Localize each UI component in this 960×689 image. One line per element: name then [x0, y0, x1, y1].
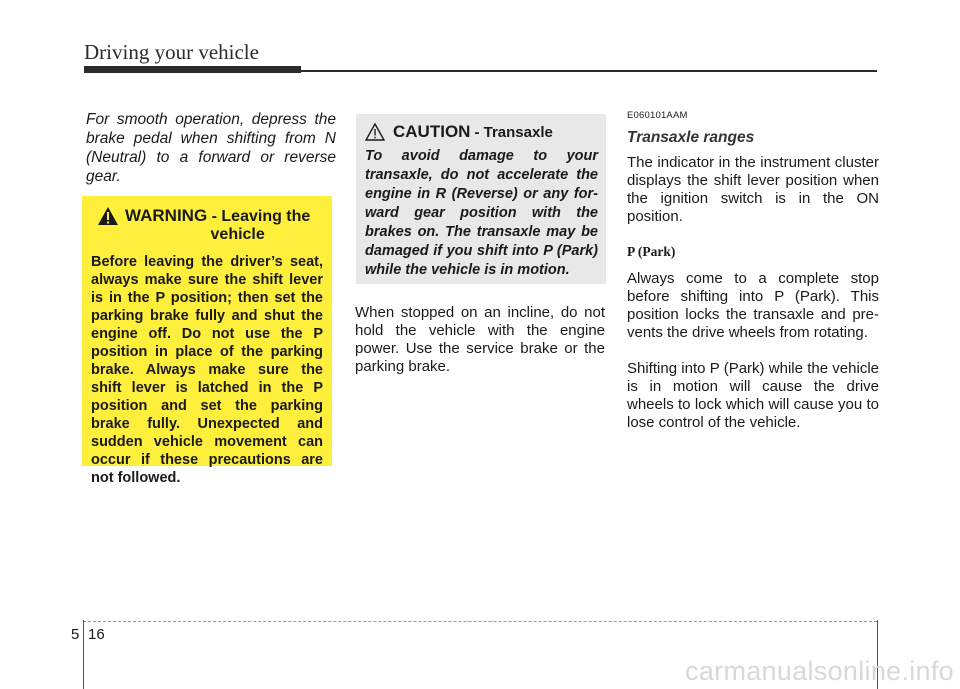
section-code: E060101AAM: [627, 110, 688, 121]
page-number: 16: [88, 626, 105, 643]
intro-paragraph: For smooth operation, depress the brake pedal when shifting from N (Neutral) to a forward or reverse gear.: [86, 111, 336, 185]
caution-heading: [365, 122, 598, 142]
warning-word: WARNING: [125, 206, 208, 225]
caution-box: [356, 114, 606, 284]
header-rule-thick: [84, 66, 301, 73]
warning-heading: [97, 206, 323, 244]
incline-paragraph: When stopped on an incline, do not hold the vehicle with the engine power. Use the service brake or the parking brake.: [355, 304, 605, 375]
warning-body: Before leaving the driver’s seat, always make sure the shift lever is in the P position; then set the parking brake fully and shut the engine off. Do not use the P position in place of the parking brake. Always make sure the shift lever is latched in the P position and set the parking brake fully. Unexpected and sudden vehicle movement can occur if these precautions are not followed.: [91, 254, 323, 486]
warning-subject-line1: - Leaving the: [211, 208, 311, 225]
warning-triangle-icon: [97, 206, 119, 226]
footer-left-rule: [83, 620, 84, 689]
watermark: carmanualsonline.info: [685, 656, 954, 686]
caution-word: CAUTION: [393, 122, 471, 141]
warning-box: [82, 196, 332, 486]
section-title: Transaxle ranges: [627, 129, 755, 146]
park-paragraph: Always come to a complete stop before shifting into P (Park). This position locks the transaxle and prevents the drive wheels from rotating.: [627, 270, 879, 341]
caution-subject: - Transaxle: [474, 123, 553, 141]
warning-subject-line2: vehicle: [210, 226, 265, 243]
footer-dashed-rule: [83, 621, 877, 622]
park-subheading: P (Park): [627, 244, 676, 259]
transaxle-section: [627, 110, 879, 432]
chapter-number: 5: [71, 626, 80, 643]
caution-body: To avoid damage to your transaxle, do not accelerate the engine in R (Reverse) or any forward gear position with the brakes on. The transaxle may be damaged if you shift into P (Park) while the vehicle is in motion.: [365, 148, 598, 278]
caution-triangle-icon: [365, 123, 385, 141]
park-motion-paragraph: Shifting into P (Park) while the vehicle is in motion will cause the drive wheels to lock which will cause you to lose control of the vehicle.: [627, 360, 879, 431]
indicator-paragraph: The indicator in the instrument cluster displays the shift lever position when the ignition switch is in the ON position.: [627, 154, 879, 225]
page-header-title: Driving your vehicle: [84, 40, 259, 64]
header-rule-thin: [301, 70, 877, 72]
